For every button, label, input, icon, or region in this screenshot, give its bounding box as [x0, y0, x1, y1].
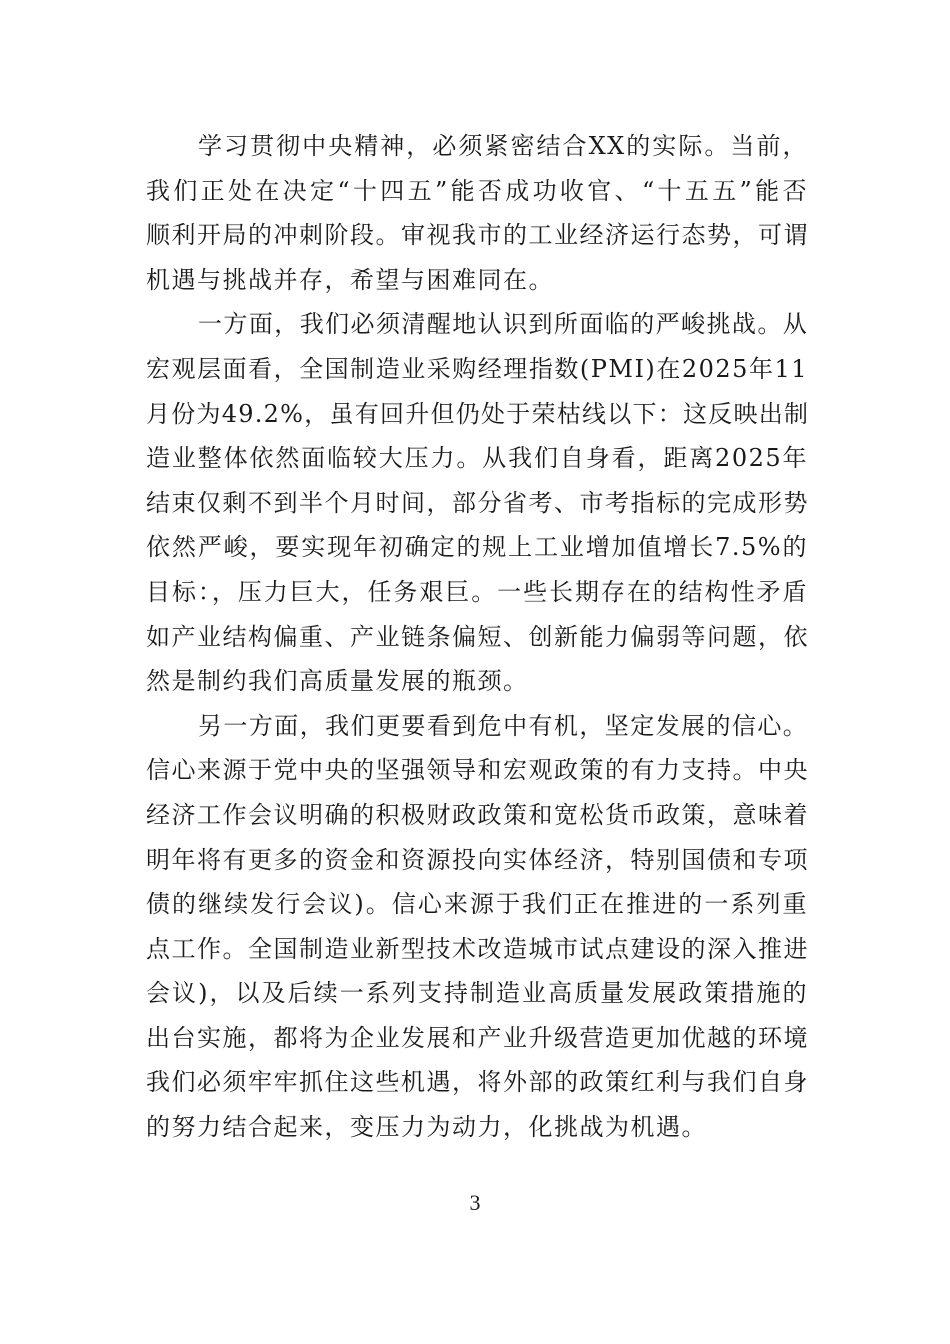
- paragraph-line: 点工作。全国制造业新型技术改造城市试点建设的深入推进: [146, 934, 809, 963]
- paragraph-line: 宏观层面看，全国制造业采购经理指数(PMI)在2025年11: [146, 354, 808, 383]
- paragraph-line: 我们正处在决定“十四五”能否成功收官、“十五五”能否: [146, 176, 808, 205]
- paragraph-1: [146, 124, 808, 302]
- paragraph-line: 结束仅剩不到半个月时间，部分省考、市考指标的完成形势: [146, 488, 809, 517]
- paragraph-line: 造业整体依然面临较大压力。从我们自身看，距离2025年: [146, 444, 808, 473]
- body-text: [146, 124, 808, 1150]
- paragraph-line: 目标：，压力巨大，任务艰巨。一些长期存在的结构性矛盾: [146, 577, 808, 606]
- paragraph-line: 然是制约我们高质量发展的瓶颈。: [146, 667, 529, 696]
- paragraph-line: 顺利开局的冲刺阶段。审视我市的工业经济运行态势，可谓: [146, 221, 809, 250]
- paragraph-line: 明年将有更多的资金和资源投向实体经济，特别国债和专项: [146, 845, 809, 874]
- paragraph-line: 会议)，以及后续一系列支持制造业高质量发展政策措施的: [146, 979, 808, 1008]
- paragraph-line: 债的继续发行会议)。信心来源于我们正在推进的一系列重: [146, 890, 808, 919]
- paragraph-line: 一方面，我们必须清醒地认识到所面临的严峻挑战。从: [198, 310, 808, 339]
- paragraph-line: 月份为49.2%，虽有回升但仍处于荣枯线以下：这反映出制: [146, 399, 810, 428]
- paragraph-line: 机遇与挑战并存，希望与困难同在。: [146, 265, 554, 294]
- paragraph-line: 的努力结合起来，变压力为动力，化挑战为机遇。: [146, 1113, 707, 1142]
- paragraph-line: 学习贯彻中央精神，必须紧密结合XX的实际。当前，: [198, 132, 808, 160]
- paragraph-line: 信心来源于党中央的坚强领导和宏观政策的有力支持。中央: [146, 756, 809, 785]
- paragraph-line: 我们必须牢牢抓住这些机遇，将外部的政策红利与我们自身: [146, 1068, 809, 1097]
- paragraph-line: 经济工作会议明确的积极财政政策和宽松货币政策，意味着: [146, 800, 809, 829]
- paragraph-2: [146, 302, 808, 703]
- paragraph-line: 如产业结构偏重、产业链条偏短、创新能力偏弱等问题，依: [146, 622, 809, 651]
- paragraph-3: [146, 704, 808, 1150]
- paragraph-line: 出台实施，都将为企业发展和产业升级营造更加优越的环境: [146, 1023, 809, 1052]
- page-number: 3: [469, 1190, 481, 1215]
- paragraph-line: 依然严峻，要实现年初确定的规上工业增加值增长7.5%的: [146, 533, 808, 562]
- paragraph-line: 另一方面，我们更要看到危中有机，坚定发展的信心。: [198, 711, 808, 740]
